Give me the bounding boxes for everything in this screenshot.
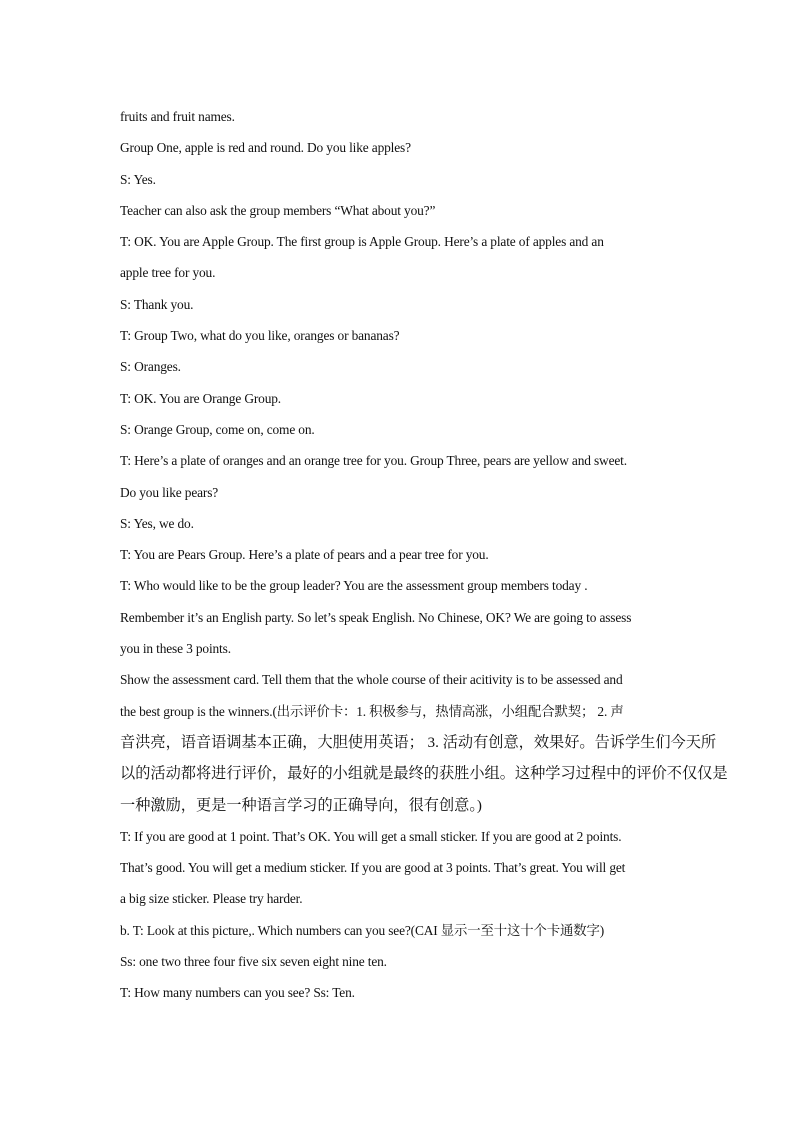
text-line: T: Group Two, what do you like, oranges or bananas? bbox=[120, 328, 400, 344]
text-line: apple tree for you. bbox=[120, 265, 216, 281]
text-line: S: Yes, we do. bbox=[120, 515, 194, 531]
text-line: you in these 3 points. bbox=[120, 641, 231, 657]
text-line: Ss: one two three four five six seven eight nine ten. bbox=[120, 954, 387, 970]
text-line: T: OK. You are Apple Group. The first group is Apple Group. Here’s a plate of apples and an bbox=[120, 234, 604, 250]
text-line: Rembember it’s an English party. So let’s speak English. No Chinese, OK? We are going to assess bbox=[120, 609, 632, 625]
text-line: Show the assessment card. Tell them that the whole course of their acitivity is to be assessed and bbox=[120, 672, 623, 688]
text-line: Teacher can also ask the group members “What about you?” bbox=[120, 202, 436, 218]
text-line: 以的活动都将进行评价，最好的小组就是最终的获胜小组。这种学习过程中的评价不仅仅是 bbox=[120, 765, 728, 783]
text-line: fruits and fruit names. bbox=[120, 109, 235, 124]
text-line: Do you like pears? bbox=[120, 484, 219, 500]
text-line: b. T: Look at this picture,. Which numbers can you see?(CAI 显示一至十这十个卡通数字) bbox=[120, 922, 604, 938]
text-line: T: Who would like to be the group leader? You are the assessment group members today . bbox=[120, 578, 588, 594]
text-line: 一种激励，更是一种语言学习的正确导向，很有创意。) bbox=[120, 796, 482, 814]
text-line: T: If you are good at 1 point. That’s OK. You will get a small sticker. If you are good at 2 points. bbox=[120, 828, 622, 844]
text-line: T: OK. You are Orange Group. bbox=[120, 390, 281, 406]
text-line: the best group is the winners.(出示评价卡：1. 积极参与，热情高涨，小组配合默契； 2. 声 bbox=[120, 703, 624, 719]
text-line: S: Thank you. bbox=[120, 296, 194, 312]
text-line: S: Yes. bbox=[120, 171, 156, 187]
text-line: T: Here’s a plate of oranges and an orange tree for you. Group Three, pears are yellow and sweet. bbox=[120, 453, 627, 469]
text-line: a big size sticker. Please try harder. bbox=[120, 891, 303, 907]
document-body bbox=[120, 101, 728, 1009]
text-line: Group One, apple is red and round. Do you like apples? bbox=[120, 140, 411, 156]
text-line: 音洪亮，语音语调基本正确，大胆使用英语； 3. 活动有创意，效果好。告诉学生们今天所 bbox=[120, 733, 717, 751]
text-line: T: How many numbers can you see? Ss: Ten. bbox=[120, 985, 355, 1001]
text-line: T: You are Pears Group. Here’s a plate of pears and a pear tree for you. bbox=[120, 547, 489, 563]
text-line: S: Orange Group, come on, come on. bbox=[120, 421, 315, 437]
text-line: S: Oranges. bbox=[120, 359, 181, 375]
text-line: That’s good. You will get a medium sticker. If you are good at 3 points. That’s great. You will get bbox=[120, 860, 626, 876]
